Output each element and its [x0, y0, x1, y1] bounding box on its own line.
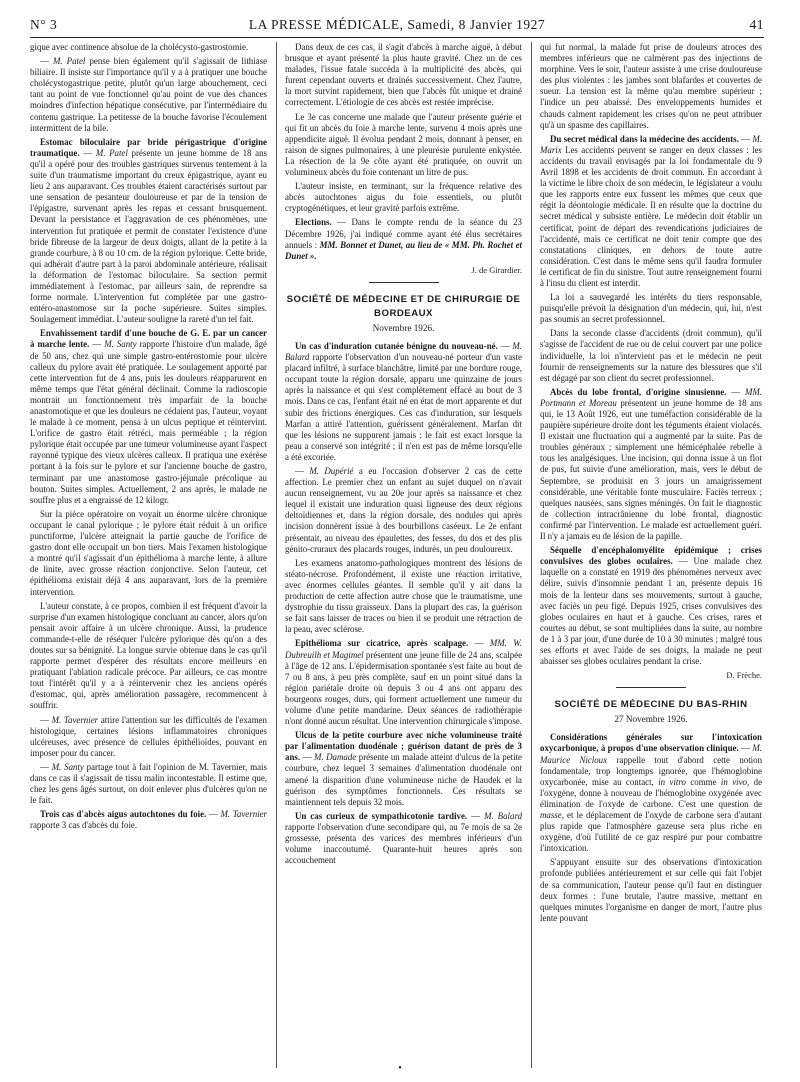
footer-bullet: • [398, 1063, 402, 1074]
article: Du secret médical dans la médecine des accidents. — M. Marix Les accidents peuvent se ranger en deux classes : les accidents du travail envisagés par la loi fondamentale du 9 Avril 1898 et les accidents de droit commun. En accordant à la victime le libre choix de son médecin, le législateur a voulu que les rapports entre eux fussent les mêmes que ceux que régit la déontologie médicale. Il en résulte que la doctrine du secret médical y subsiste entière. Le médecin doit établir un certificat, point de départ des revendications judiciaires de l'accidenté, mais ce certificat ne doit tenir compte que des constatations cliniques, en dehors de toute autre considération. C'est dans le même sens qu'il faudra formuler le certificat de fin du sinistre. Tout autre renseignement fourni à l'insu du client est interdit. [540, 133, 762, 288]
paragraph: — M. Dupérié a eu l'occasion d'observer 2 cas de cette affection. Le premier chez un enfant au sujet duquel on n'avait aucun renseignement, vu au 20e jour après sa naissance et chez lequel il existait une induration quasi ligneuse des deux régions deltoïdiennes et, dans la région dorsale, des nodules qui après incision donnèrent issue à des bourbillons caséeux. Le 2e enfant présentait, au niveau des épaulettes, des fesses, du dos et des plis génito-cruraux des placards rouges, indurés, un peu douloureux. [285, 466, 522, 554]
article-title: Ulcus de la petite courbure avec niche volumineuse traité par l'alimentation duodénale ; guérison datant de près de 3 ans. [285, 730, 522, 763]
article-title: Un cas d'induration cutanée bénigne du nouveau-né. [295, 340, 498, 351]
column-3 [540, 42, 762, 1072]
paragraph: — M. Tavernier attire l'attention sur les difficultés de l'examen histologique, certaines lésions inflammatoires chroniques ulcéreuses, avec présence de cellules épithélioïdes, pouvant en imposer pour du cancer. [30, 714, 267, 758]
article: Envahissement tardif d'une bouche de G. E. par un cancer à marche lente. — M. Santy rapporte l'histoire d'un malade, âgé de 50 ans, chez qui une simple gastro-entérostomie pour ulcère calleux du pylore avait été pratiquée. Le soulagement apporté par cette intervention fut de 4 ans, puis les douleurs réapparurent en même temps que l'état général déclinait. Comme la radioscopie montrait un fonctionnement très imparfait de la bouche anastomotique et que les douleurs ne cédaient pas, l'auteur, voyant le malade à ce moment, pensa à un ulcus peptique et réintervint. L'orifice de gastro était rétréci, mais perméable ; la région pylorique était occupée par une tumeur volumineuse ayant l'aspect rayonné typique des vieux ulcères calleux. Il pratiqua une exérèse portant à la fois sur le pylore et sur l'ancienne bouche de gastro, terminant par une anastomose gastro-jéjunale précolique au bouton. Suites simples. Actuellement, 2 ans après, le malade ne souffre plus et a engraissé de 12 kilogr. [30, 328, 267, 505]
article-title: Un cas curieux de sympathicotonie tardive. [295, 810, 468, 821]
session-date: Novembre 1926. [372, 322, 435, 333]
article: Un cas d'induration cutanée bénigne du nouveau-né. — M. Balard rapporte l'observation d'un nouveau-né porteur d'un vaste placard infiltré, à surface blanchâtre, limité par une bordure rouge, occupant toute la région dorsale, apparu une quinzaine de jours après la naissance et qui s'est complètement effacé au bout de 3 mois. Dans ce cas, l'enfant était né en état de mort apparente et dut subir des frictions énergiques. Ces cas d'induration, sur lesquels Marfan a attiré l'attention, guérissent généralement. Marfan dit que les lésions ne suppurent jamais : le fait est exact lorsque la peau a conservé son intégrité ; il n'en est pas de même lorsqu'elle a été excoriée. [285, 340, 522, 462]
session-date: 27 Novembre 1926. [614, 714, 688, 725]
paragraph: qui fut normal, la malade fut prise de douleurs atroces des membres inférieurs que ne calmèrent pas des injections de morphine. Vers le soir, l'auteur assiste à une crise douloureuse des plus violentes : les jambes sont blafardes et couvertes de sueur. La tension est la même qu'au membre supérieur ; l'indice un peu abaissé. Des enveloppements humides et chauds calment rapidement les crises qu'on ne peut attribuer qu'à un spasme des capillaires. [540, 42, 762, 130]
article: Estomac biloculaire par bride périgastrique d'origine traumatique. — M. Patel présente un jeune homme de 18 ans qu'il a opéré pour des troubles gastriques survenus tentement à la suite d'un traumatisme important du creux épigastrique, ayant eu lieu 2 ans auparavant. Ces troubles étaient caractérisés surtout par une sensation de pesanteur douloureuse et par de la tension de l'épigastre, survenant après les repas et cessant brusquement. Devant la persistance et l'aggravation de ces phénomènes, une intervention fut pratiquée et permit de constater l'existence d'une bride fibreuse de la largeur de deux doigts, allant de la petite à la grande courbure, à 8 ou 10 cm. de la région pylorique. Cette bride, qui adhérait d'autre part à la paroi abdominale antérieure, réalisait la déformation de l'estomac biloculaire. Sa section permit immédiatement à l'estomac, par ailleurs sain, de reprendre sa forme normale. L'intervention fut complétée par une gastro-entéro-anastomose sur la poche supérieure. Suites simples. Soulagement immédiat. L'auteur souligne la rareté d'un tel fait. [30, 136, 267, 325]
article: Abcès du lobe frontal, d'origine sinusienne. — MM. Portmann et Moreau présentent un jeune homme de 18 ans qui, le 13 Août 1926, eut une tuméfaction considérable de la paupière supérieure droite dont les téguments étaient violacés. Il existait une fluctuation qui a augmenté par la suite. Pas de troubles généraux ; simplement une hémicéphalée rebelle à tous les analgésiques. Une incision, qui donna issue à un flot de pus, fut suivie d'une amélioration, mais, vers le début de Septembre, se produisit en 3 jours un amaigrissement considérable, une véritable fonte musculaire. Faciès terreux ; quelques nausées, sans signes méningés. On fait le diagnostic de collection intracrânienne du lobe frontal, diagnostic confirmé par l'intervention. Le malade est actuellement guéri. Il n'y a jamais eu de lésion de la papille. [540, 386, 762, 542]
separator [369, 282, 439, 283]
paragraph: Le 3e cas concerne une malade que l'auteur présente guérie et qui fit un abcès du foie à marche lente, survenu 4 mois après une appendicite aiguë. Il évolua pendant 2 mois, donnant à penser, en raison de signes pulmonaires, à une pleurésie purulente enkystée. La résection de la 9e côte ayant été pratiquée, on ouvrit un volumineux abcès du foie contenant un litre de pus. [285, 111, 522, 178]
paragraph: L'auteur insiste, en terminant, sur la fréquence relative des abcès autochtones aigus du foie essentiels, ou plutôt cryptogénétiques, et leur gravité parfois extrême. [285, 181, 522, 214]
page-header [30, 17, 764, 39]
article: Un cas curieux de sympathicotonie tardive. — M. Balard rapporte l'observation d'une secondipare qui, au 7e mois de sa 2e grossesse, présenta des varices des membres inférieurs d'un volume inaccoutumé. Quarante-huit heures après son accouchement [285, 810, 522, 866]
elections-note: Elections. — Dans le compte rendu de la séance du 23 Décembre 1926, j'ai indiqué comme ayant été élus secrétaires annuels : MM. Bonnet et Dunet, au lieu de « MM. Ph. Rochet et Dunet ». [285, 217, 522, 261]
paragraph: — M. Patel pense bien également qu'il s'agissait de lithiase biliaire. Il insiste sur l'importance qu'il y a à pratiquer une bouche cholécystogastrique petite, plutôt qu'un large abouchement, ceci tant au point de vue fonctionnel qu'au point de vue des chances moindres d'infection hépatique consécutive, par l'intermédiaire du contenu gastrique. La petitesse de la bouche favorise l'écoulement intermittent de la bile. [30, 56, 267, 133]
paragraph: S'appuyant ensuite sur des observations d'intoxication profonde publiées antérieurement et sur celle qui fait l'objet de sa communication, l'auteur pense qu'il faut en distinguer deux formes : l'une brutale, l'autre massive, mettant en quelques minutes l'organisme en danger de mort, l'autre plus lente pouvant [540, 857, 762, 923]
author: M. Marix [540, 133, 762, 155]
article: Ulcus de la petite courbure avec niche volumineuse traité par l'alimentation duodénale ; guérison datant de près de 3 ans. — M. Damade présente un malade atteint d'ulcus de la petite courbure, chez lequel 3 semaines d'alimentation duodénale ont amené la disparition d'une volumineuse niche de Haudek et la guérison des symptômes fonctionnels. Ces résultats se maintiennent tels depuis 32 mois. [285, 730, 522, 807]
paragraph: gique avec continence absolue de la cholécysto-gastrostomie. [30, 42, 249, 52]
column-divider-1 [276, 42, 277, 1068]
article-title: Envahissement tardif d'une bouche de G. E. par un cancer à marche lente. [30, 328, 267, 350]
paragraph: L'auteur constate, à ce propos, combien il est fréquent d'avoir la surprise d'un examen histologique concluant au cancer, alors qu'on pensait avoir affaire à un ulcère chronique. Aussi, la prudence commande-t-elle de réséquer l'ulcère pylorique dès qu'on a des doutes sur sa bénignité. La longue survie obtenue dans le cas qu'il rapporte permet d'espérer des résultats encore meilleurs en pratiquant l'ablation radicale précoce. Par ailleurs, ce cas montre tout l'intérêt qu'il y a à réintervenir chez les anciens opérés d'estomac, qui, après amélioration passagère, recommencent à souffrir. [30, 600, 267, 711]
article-title: Trois cas d'abcès aigus autochtones du foie. [40, 809, 207, 820]
signature: J. de Girardier. [471, 264, 522, 275]
author: M. Maurice Nicloux [540, 743, 762, 765]
paragraph: Dans deux de ces cas, il s'agit d'abcès à marche aiguë, à début brusque et ayant présenté la plus haute gravité. Chez un de ces malades, l'issue fatale succéda à la multiplicité des abcès, qui furent cependant ouverts et drainés successivement. Chez l'autre, la mort survint rapidement, bien que l'abcès fût unique et drainé correctement. L'étiologie de ces abcès est restée imprécise. [285, 42, 522, 108]
paragraph: Dans la seconde classe d'accidents (droit commun), qu'il s'agisse de l'accident de rue ou de celui couvert par une police individuelle, la loi n'intervient pas et le médecin ne peut fournir de renseignements sur la nature des blessures que s'il est dégagé par son client du secret professionnel. [540, 328, 762, 383]
author: M. Balard [285, 340, 522, 363]
article: Epithélioma sur cicatrice, après scalpage. — MM. W. Dubreuilh et Magimel présentent une jeune fille de 24 ans, scalpée à l'âge de 12 ans. L'épidermisation spontanée s'est faite au bout de 7 ou 8 ans, à peu près complète, sauf en un point situé dans la région pariétale droite où depuis 3 ou 4 ans ont apparu des bourgeons rouges, durs, qui forment actuellement une tumeur du volume d'une petite mandarine. Deux séances de radiothérapie n'ont donné aucun résultat. Une intervention chirurgicale s'impose. [285, 638, 522, 727]
column-1 [30, 42, 267, 1072]
header-rule [30, 37, 764, 38]
society-heading: SOCIÉTÉ DE MÉDECINE DU BAS-RHIN [554, 699, 748, 711]
article-title: Du secret médical dans la médecine des accidents. [550, 133, 739, 144]
author: M. Patel [95, 147, 128, 158]
article: Considérations générales sur l'intoxication oxycarbonique, à propos d'une observation clinique. — M. Maurice Nicloux rappelle tout d'abord cette notion fondamentale, trop longtemps ignorée, que l'hémoglobine oxycarbonée, mise au contact, in vitro comme in vivo, de l'oxygène, donne à nouveau de l'hémoglobine oxygénée avec élimination de l'oxyde de carbone. C'est une question de masse, et le déplacement de l'oxyde de carbone sera d'autant plus rapide que l'atmosphère gazeuse sera plus riche en oxygène, d'où l'utilité de ce gaz respiré pur pour combattre l'intoxication. [540, 732, 762, 854]
column-divider-2 [531, 42, 532, 1068]
paragraph: Sur la pièce opératoire on voyait un énorme ulcère chronique occupant le canal pylorique ; le pylore était réduit à un orifice punctiforme, l'ulcère atteignait la partie gauche de l'orifice de gastro dont elle occupait un bon tiers. Mais l'examen histologique a montré qu'il s'agissait d'un épithélioma à marche lente, à allure de linite, avec grosse réaction conjonctive. Selon l'auteur, cet épithélioma existait déjà 4 ans auparavant, lors de la première intervention. [30, 508, 267, 597]
page-number: 41 [749, 17, 764, 32]
column-2 [285, 42, 522, 1072]
author: M. Santy [104, 339, 137, 350]
society-heading: SOCIÉTÉ DE MÉDECINE ET DE CHIRURGIE DE BORDEAUX [286, 293, 521, 319]
paragraph: — M. Santy partage tout à fait l'opinion de M. Tavernier, mais dans ce cas il s'agissait de tissu malin incontestable. Il estime que, chez les gens âgés surtout, on doit enlever plus d'ulcères qu'on ne le fait. [30, 761, 267, 806]
article: Séquelle d'encéphalomyélite épidémique ; crises convulsives des globes oculaires. — Une malade chez laquelle on a constaté en 1919 des phénomènes nerveux avec délire, suivis d'insomnie pendant 1 an, présente depuis 16 mois de la lenteur dans ses mouvements, surtout à gauche, avec faciès un peu figé. Depuis 1925, crises convulsives des globes oculaires en haut et à gauche. Ces crises, rares et courtes au début, se sont multipliées dans la suite, au nombre de 1 à 3 par jour, d'une durée de 10 à 30 minutes ; malgré tous ses efforts et avec l'aide de ses doigts, la malade ne peut abaisser ses globes oculaires pendant la crise. [540, 545, 762, 667]
journal-title: LA PRESSE MÉDICALE, Samedi, 8 Janvier 1927 [248, 17, 546, 32]
author: MM. Portmann et Moreau [540, 386, 762, 408]
article-title: Estomac biloculaire par bride périgastrique d'origine traumatique. [30, 136, 267, 158]
issue-number: N° 3 [30, 17, 58, 32]
signature: D. Frèche. [726, 670, 762, 681]
author: M. Damade [314, 752, 357, 763]
separator [616, 687, 686, 688]
author: M. Tavernier [220, 809, 267, 820]
article-title: Abcès du lobe frontal, d'origine sinusienne. [550, 386, 727, 397]
author: M. Balard [484, 810, 522, 821]
article: Trois cas d'abcès aigus autochtones du foie. — M. Tavernier rapporte 3 cas d'abcès du foie. [30, 809, 267, 831]
article-title: Séquelle d'encéphalomyélite épidémique ; crises convulsives des globes oculaires. [540, 545, 762, 567]
article-title: Epithélioma sur cicatrice, après scalpage. [295, 638, 469, 649]
paragraph: La loi a sauvegardé les intérêts du tiers responsable, puisqu'elle prévoit la désignation d'un médecin, qui, lui, n'est pas soumis au secret professionnel. [540, 292, 762, 325]
paragraph: Les examens anatomo-pathologiques montrent des lésions de stéato-nécrose. Profondément, il existe une réaction irritative, avec énormes cellules géantes. Il semble qu'il y ait dans la production de cette affection autre chose que le traumatisme, une dystrophie du tissu graisseux. Dans la plupart des cas, la guérison se fait sans laisser de traces ou bien il se produit une rétraction de la peau, avec sclérose. [285, 557, 522, 635]
article-title: Considérations générales sur l'intoxication oxycarbonique, à propos d'une observation clinique. [540, 732, 762, 754]
author: MM. W. Dubreuilh et Magimel [285, 638, 522, 660]
